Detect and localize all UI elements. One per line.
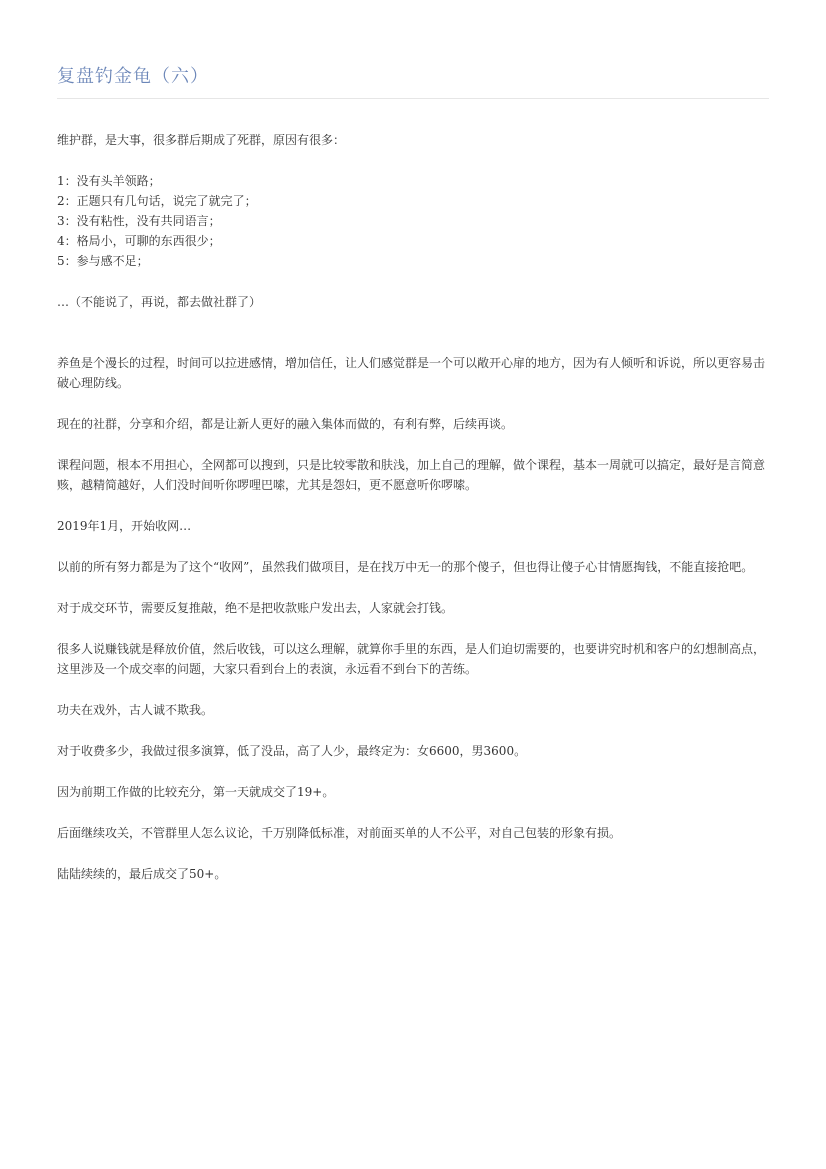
paragraph: 功夫在戏外，古人诚不欺我。 xyxy=(57,703,214,717)
paragraph: 陆陆续续的，最后成交了50+。 xyxy=(57,867,227,881)
list-item: 5：参与感不足； xyxy=(57,254,149,268)
reasons-list xyxy=(57,171,769,271)
paragraph: 课程问题，根本不用担心，全网都可以搜到，只是比较零散和肤浅，加上自己的理解，做个课程，基本一周就可以搞定，最好是言简意赅，越精简越好，人们没时间听你啰哩巴嗦，尤其是怨妇，更不愿意听你啰嗦。 xyxy=(57,458,766,492)
title-divider xyxy=(57,98,769,99)
paragraph: 2019年1月，开始收网… xyxy=(57,519,192,533)
paragraph: 因为前期工作做的比较充分，第一天就成交了19+。 xyxy=(57,785,335,799)
paragraph: 后面继续攻关，不管群里人怎么议论，千万别降低标准，对前面买单的人不公平，对自己包装的形象有损。 xyxy=(57,826,622,840)
paragraph: 现在的社群，分享和介绍，都是让新人更好的融入集体而做的，有利有弊，后续再谈。 xyxy=(57,417,514,431)
page-title: 复盘钓金龟（六） xyxy=(57,66,209,87)
paragraph: 养鱼是个漫长的过程，时间可以拉进感情，增加信任，让人们感觉群是一个可以敞开心扉的地方，因为有人倾听和诉说，所以更容易击破心理防线。 xyxy=(57,356,766,390)
paragraph: 对于成交环节，需要反复推敲，绝不是把收款账户发出去，人家就会打钱。 xyxy=(57,601,454,615)
paragraph: 以前的所有努力都是为了这个“收网”，虽然我们做项目，是在找万中无一的那个傻子，但也得让傻子心甘情愿掏钱，不能直接抢吧。 xyxy=(57,560,754,574)
list-item: 3：没有粘性，没有共同语言； xyxy=(57,214,221,228)
list-item: 1：没有头羊领路； xyxy=(57,174,161,188)
intro-paragraph: 维护群，是大事，很多群后期成了死群，原因有很多： xyxy=(57,133,346,147)
paragraph: 对于收费多少，我做过很多演算，低了没品，高了人少，最终定为：女6600，男3600。 xyxy=(57,744,527,758)
article-body xyxy=(57,130,769,884)
aside-paragraph: …（不能说了，再说，都去做社群了） xyxy=(57,295,262,309)
list-item: 4：格局小，可聊的东西很少； xyxy=(57,234,221,248)
paragraph: 很多人说赚钱就是释放价值，然后收钱，可以这么理解，就算你手里的东西，是人们迫切需要的，也要讲究时机和客户的幻想制高点，这里涉及一个成交率的问题，大家只看到台上的表演，永远看不到台下的苦练。 xyxy=(57,642,766,676)
list-item: 2：正题只有几句话，说完了就完了； xyxy=(57,194,257,208)
document-page xyxy=(57,0,769,884)
